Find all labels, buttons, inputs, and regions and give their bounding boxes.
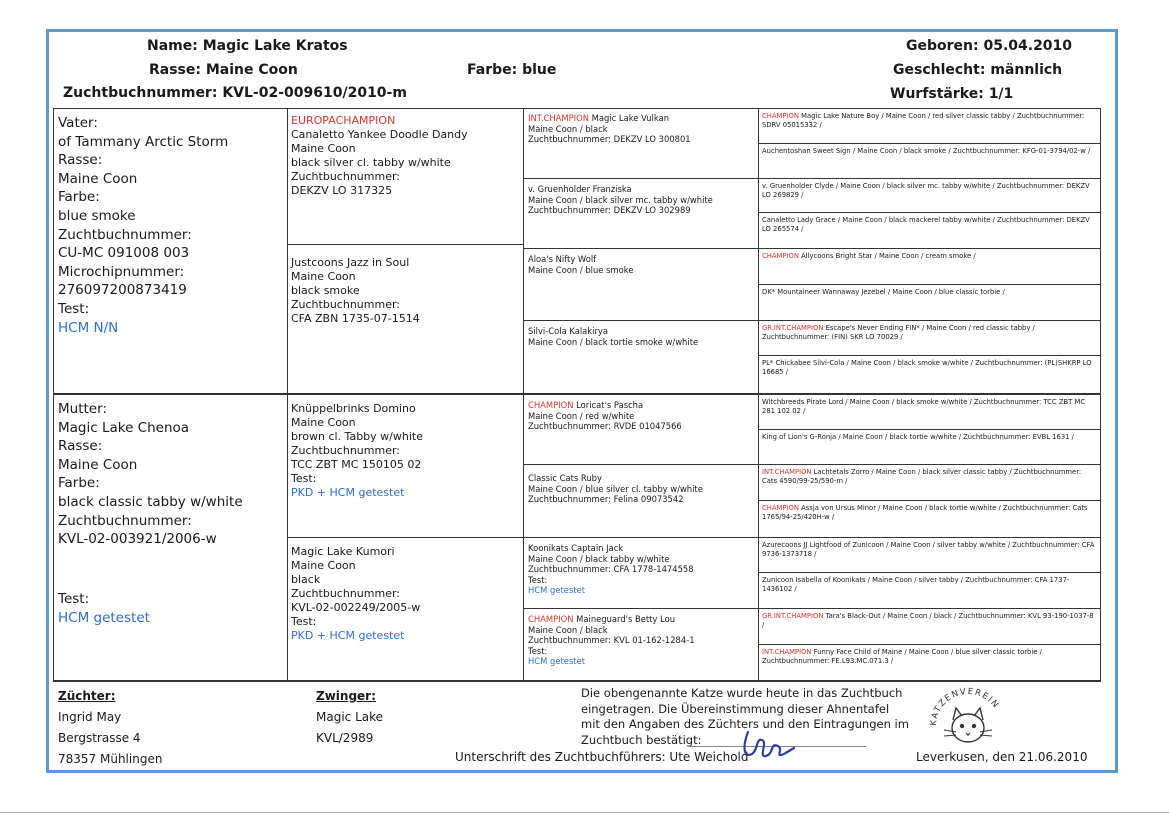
ancestor-reg: TCC ZBT MC 150105 02: [291, 458, 422, 471]
gen3-cell: [528, 251, 758, 275]
cat-name: Magic Lake Kratos: [202, 38, 348, 54]
ancestor-breed-color: Maine Coon / black tortie smoke w/white: [528, 336, 699, 347]
ancestor-color: black: [291, 573, 321, 586]
name-row: Name: Magic Lake Kratos: [147, 38, 348, 54]
cat-litter: 1/1: [988, 86, 1014, 102]
ancestor-name: Magic Lake Kumori: [291, 545, 395, 558]
gen4-cell: [762, 646, 1100, 666]
cattery-code: KVL/2989: [316, 731, 374, 745]
ancestor-breed: Maine Coon: [291, 416, 356, 429]
breeder-label: Züchter:: [58, 689, 116, 703]
ancestor-test-label: Test:: [291, 472, 317, 485]
ancestor-entry: Magic Lake Nature Boy / Maine Coon / red silver classic tabby / Zuchtbuchnummer: SDRV 05015332 /: [762, 112, 1085, 129]
grid-line: [758, 108, 759, 680]
ancestor-reg: CFA ZBN 1735-07-1514: [291, 312, 420, 325]
grid-line: [287, 537, 523, 538]
ancestor-breed-color: Maine Coon / red w/white: [528, 410, 635, 421]
grid-line: [523, 108, 524, 680]
breed-row: Rasse: Maine Coon: [149, 62, 298, 78]
registration-row: Zuchtbuchnummer: KVL-02-009610/2010-m: [63, 85, 407, 101]
sex-row: Geschlecht: männlich: [893, 62, 1063, 78]
ancestor-name: v. Gruenholder Franziska: [528, 184, 632, 194]
ancestor-reg: Zuchtbuchnummer: DEKZV LO 300801: [528, 134, 691, 145]
granddam-sire-cell: [291, 252, 523, 326]
statement-line: mit den Angaben des Züchters und den Eintragungen im: [581, 717, 909, 731]
dam-name: Magic Lake Chenoa: [58, 419, 190, 436]
title-badge: INT.CHAMPION: [762, 648, 812, 656]
ancestor-reg: Zuchtbuchnummer: Felina 09073542: [528, 494, 684, 505]
grid-line: [758, 537, 1100, 538]
ancestor-breed: Maine Coon: [291, 559, 356, 572]
grid-line: [523, 320, 758, 321]
ancestor-entry: Canaletto Lady Grace / Maine Coon / black mackerel tabby w/white / Zuchtbuchnummer: DEKZV LO 265574 /: [762, 216, 1090, 233]
gen4-cell: [762, 466, 1100, 486]
gen4-cell: [762, 431, 1100, 442]
gen3-cell: [528, 397, 758, 432]
cat-breed: Maine Coon: [205, 62, 298, 78]
ancestor-entry: Escape's Never Ending FIN* / Maine Coon / red classic tabby / Zuchtbuchnummer: (FIN) SKR LO 70029 /: [762, 324, 1035, 341]
ancestor-name: Canaletto Yankee Doodle Dandy: [291, 128, 468, 141]
ancestor-reg-label: Zuchtbuchnummer:: [291, 587, 400, 600]
dam-reg-label: Zuchtbuchnummer:: [58, 512, 192, 529]
grid-line: [758, 178, 1100, 179]
page-edge-line: [0, 812, 1169, 813]
breeder-city: 78357 Mühlingen: [58, 752, 163, 766]
ancestor-test: HCM getestet: [528, 585, 586, 596]
ancestor-entry: Assja von Ursus Minor / Maine Coon / black tortie w/white / Zuchtbuchnummer: Cats 1765/94-25/420H-w /: [762, 504, 1088, 521]
sire-breed: Maine Coon: [58, 170, 138, 187]
cattery-name: Magic Lake: [316, 710, 384, 724]
place-date: Leverkusen, den 21.06.2010: [916, 750, 1088, 764]
grid-line: [758, 355, 1100, 356]
ancestor-entry: Witchbreeds Pirate Lord / Maine Coon / black smoke w/white / Zuchtbuchnummer: TCC ZBT MC 281 102 02 /: [762, 398, 1086, 415]
grid-line: [523, 608, 758, 609]
dam-label: Mutter:: [58, 401, 107, 417]
gen4-cell: [762, 322, 1100, 342]
gen4-cell: [762, 396, 1100, 416]
cat-registration: KVL-02-009610/2010-m: [222, 85, 407, 101]
ancestor-entry: Allycoons Bright Star / Maine Coon / cream smoke /: [798, 252, 976, 260]
ancestor-breed-color: Maine Coon / blue smoke: [528, 264, 634, 275]
born-row: Geboren: 05.04.2010: [906, 38, 1073, 54]
grid-line: [53, 108, 1101, 109]
ancestor-entry: King of Lion's G-Ronja / Maine Coon / black tortie w/white / Zuchtbuchnummer: EVBL 1631 /: [762, 433, 1074, 441]
ancestor-test-label: Test:: [528, 574, 548, 585]
cat-color: blue: [522, 62, 557, 78]
ancestor-color: black silver cl. tabby w/white: [291, 156, 451, 169]
gen4-cell: [762, 110, 1100, 130]
grid-line: [53, 393, 1101, 395]
breeder-block: [58, 686, 162, 770]
signature-mark: [740, 728, 796, 762]
ancestor-name: Knüppelbrinks Domino: [291, 402, 416, 415]
svg-text:KATZENVEREIN: [929, 687, 1001, 727]
gen4-cell: [762, 145, 1100, 156]
gen4-cell: [762, 610, 1100, 630]
dam-test-label: Test:: [58, 591, 90, 607]
dam-test: [58, 586, 286, 627]
gen4-cell: [762, 180, 1100, 200]
grid-line: [758, 212, 1100, 213]
grid-line: [523, 537, 758, 538]
ancestor-name: Loricat's Pascha: [573, 400, 644, 410]
ancestor-entry: Zunicoon Isabella of Koonikats / Maine Coon / silver tabby / Zuchtbuchnummer: CFA 1737-1436102 /: [762, 576, 1070, 593]
title-badge: EUROPACHAMPION: [291, 114, 396, 127]
title-badge: INT.CHAMPION: [528, 113, 589, 123]
ancestor-color: brown cl. Tabby w/white: [291, 430, 423, 443]
statement-line: Die obengenannte Katze wurde heute in das Zuchtbuch: [581, 686, 903, 700]
sire-name: of Tammany Arctic Storm: [58, 133, 229, 150]
ancestor-breed-color: Maine Coon / blue silver cl. tabby w/white: [528, 483, 703, 494]
gen4-cell: [762, 502, 1100, 522]
gen4-cell: [762, 250, 1100, 261]
cattery-label: Zwinger:: [316, 689, 376, 703]
title-badge: CHAMPION: [528, 400, 574, 410]
grid-line: [523, 464, 758, 465]
sire-reg: CU-MC 091008 003: [58, 245, 190, 262]
title-badge: INT.CHAMPION: [762, 468, 812, 476]
gen4-cell: [762, 539, 1100, 559]
ancestor-name: Magic Lake Vulkan: [589, 113, 670, 123]
litter-row: Wurfstärke: 1/1: [890, 86, 1014, 102]
gen4-cell: [762, 214, 1100, 234]
grid-line: [523, 178, 758, 179]
ancestor-entry: Auchentoshan Sweet Sign / Maine Coon / black smoke / Zuchtbuchnummer: KFG-01-3794/02-w /: [762, 147, 1091, 155]
gen3-cell: [528, 470, 758, 505]
sire-label: Vater:: [58, 115, 98, 131]
ancestor-entry: Lachtetals Zorro / Maine Coon / black silver classic tabby / Zuchtbuchnummer: Cats 4590/99-25/590-m /: [762, 468, 1082, 485]
statement-line: eingetragen. Die Übereinstimmung dieser Ahnentafel: [581, 701, 890, 716]
ancestor-name: Classic Cats Ruby: [528, 473, 602, 483]
ancestor-test: HCM getestet: [528, 656, 586, 667]
ancestor-name: Aloa's Nifty Wolf: [528, 254, 597, 264]
ancestor-entry: DK* Mountaineer Wannaway Jezebel / Maine Coon / blue classic torbie /: [762, 288, 1005, 296]
cattery-block: [316, 686, 383, 749]
color-row: Farbe: blue: [467, 62, 557, 78]
ancestor-entry: PL* Chickabee Silvi-Cola / Maine Coon / black smoke w/white / Zuchtbuchnummer: (PL)SHKRP LO 16685 /: [762, 359, 1092, 376]
signature-label: Unterschrift des Zuchtbuchführers: Ute Weichold: [455, 750, 749, 764]
statement-line: Zuchtbuch bestätigt:: [581, 732, 702, 747]
ancestor-reg: Zuchtbuchnummer: RVDE 01047566: [528, 421, 682, 432]
grid-line: [758, 464, 1100, 465]
sire-test: HCM N/N: [58, 319, 119, 336]
sire-color: blue smoke: [58, 207, 136, 224]
ancestor-reg: Zuchtbuchnummer: DEKZV LO 302989: [528, 205, 691, 216]
dam-breed-label: Rasse:: [58, 438, 103, 455]
sire-reg-label: Zuchtbuchnummer:: [58, 226, 192, 243]
grid-line: [758, 284, 1100, 285]
dam-color: black classic tabby w/white: [58, 493, 243, 510]
ancestor-name: Koonikats Captain Jack: [528, 543, 624, 553]
grid-line: [523, 248, 758, 249]
ancestor-breed: Maine Coon: [291, 270, 356, 283]
grid-line: [287, 244, 523, 245]
ancestor-reg: Zuchtbuchnummer: KVL 01-162-1284-1: [528, 635, 695, 646]
grid-line: [53, 108, 54, 680]
sire-color-label: Farbe:: [58, 189, 100, 206]
cat-born: 05.04.2010: [983, 38, 1073, 54]
ancestor-test: PKD + HCM getestet: [291, 629, 405, 642]
gen3-cell: [528, 611, 758, 667]
grid-line: [287, 108, 288, 680]
ancestor-entry: Funny Face Child of Maine / Maine Coon / blue silver classic torbie / Zuchtbuchnummer: FE.L93.MC.071.3 /: [762, 648, 1042, 665]
gen4-cell: [762, 357, 1100, 377]
dam-cell: [58, 396, 286, 549]
grid-line: [758, 500, 1100, 501]
ancestor-entry: Azurecoons JJ Lightfood of Zunicoon / Maine Coon / silver tabby w/white / Zuchtbuchnummer: CFA 9736-1373718 /: [762, 541, 1095, 558]
sire-cell: [58, 110, 286, 337]
ancestor-test-label: Test:: [291, 615, 317, 628]
club-stamp-icon: [922, 678, 1014, 766]
title-badge: CHAMPION: [762, 252, 799, 260]
ancestor-reg: Zuchtbuchnummer: CFA 1778-1474558: [528, 564, 694, 575]
stamp-text: KATZENVEREIN: [928, 686, 1001, 727]
title-badge: GR.INT.CHAMPION: [762, 324, 824, 332]
grandsire-dam-cell: [291, 398, 523, 500]
grid-line: [758, 608, 1100, 609]
gen4-cell: [762, 286, 1100, 297]
gen3-cell: [528, 181, 758, 216]
ancestor-reg: KVL-02-002249/2005-w: [291, 601, 421, 614]
title-badge: CHAMPION: [762, 504, 799, 512]
breeder-street: Bergstrasse 4: [58, 731, 141, 745]
ancestor-entry: Tara's Black-Out / Maine Coon / black / Zuchtbuchnummer: KVL 93-190-1037-8 /: [762, 612, 1094, 629]
title-badge: CHAMPION: [762, 112, 799, 120]
ancestor-breed-color: Maine Coon / black tabby w/white: [528, 553, 670, 564]
grid-line: [758, 429, 1100, 430]
ancestor-reg-label: Zuchtbuchnummer:: [291, 298, 400, 311]
ancestor-reg-label: Zuchtbuchnummer:: [291, 444, 400, 457]
gen3-cell: [528, 540, 758, 596]
sire-chip-label: Microchipnummer:: [58, 263, 185, 280]
dam-reg: KVL-02-003921/2006-w: [58, 531, 217, 548]
cat-sex: männlich: [990, 62, 1063, 78]
ancestor-test-label: Test:: [528, 645, 548, 656]
ancestor-name: Silvi-Cola Kalakirya: [528, 326, 609, 336]
ancestor-name: Maineguard's Betty Lou: [573, 614, 676, 624]
granddam-dam-cell: [291, 541, 523, 643]
ancestor-breed-color: Maine Coon / black silver mc. tabby w/white: [528, 194, 713, 205]
grid-line: [758, 143, 1100, 144]
dam-breed: Maine Coon: [58, 456, 138, 473]
ancestor-breed-color: Maine Coon / black: [528, 123, 608, 134]
ancestor-test: PKD + HCM getestet: [291, 486, 405, 499]
grandsire-sire-cell: [291, 110, 523, 198]
gen4-cell: [762, 574, 1100, 594]
sire-test-label: Test:: [58, 300, 90, 317]
dam-test-value: HCM getestet: [58, 609, 150, 626]
grid-line: [758, 320, 1100, 321]
ancestor-reg: DEKZV LO 317325: [291, 184, 393, 197]
ancestor-reg-label: Zuchtbuchnummer:: [291, 170, 400, 183]
grid-line: [1100, 108, 1101, 680]
grid-line: [758, 644, 1100, 645]
title-badge: GR.INT.CHAMPION: [762, 612, 824, 620]
gen3-cell: [528, 323, 758, 347]
gen3-cell: [528, 110, 758, 145]
ancestor-breed-color: Maine Coon / black: [528, 624, 608, 635]
ancestor-color: black smoke: [291, 284, 360, 297]
sire-breed-label: Rasse:: [58, 152, 103, 169]
ancestor-breed: Maine Coon: [291, 142, 356, 155]
grid-line: [758, 572, 1100, 573]
ancestor-name: Justcoons Jazz in Soul: [291, 256, 410, 269]
breeder-name: Ingrid May: [58, 710, 122, 724]
dam-color-label: Farbe:: [58, 475, 100, 492]
ancestor-entry: v. Gruenholder Clyde / Maine Coon / black silver mc. tabby w/white / Zuchtbuchnummer: DEKZV LO 269829 /: [762, 182, 1090, 199]
grid-line: [758, 248, 1100, 249]
sire-chip: 276097200873419: [58, 282, 187, 299]
title-badge: CHAMPION: [528, 614, 574, 624]
